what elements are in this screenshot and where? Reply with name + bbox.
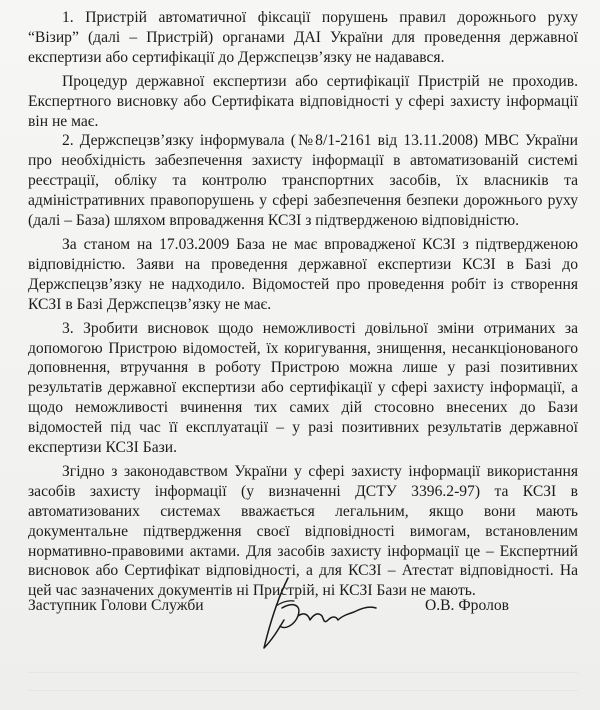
paragraph-6: Згідно з законодавством України у сфері захисту інформації використання засобів захисту інформації (у визначенні ДСТУ 3396.2-97) та КСЗІ в автоматизованих системах вважається легальним, якщо вони мають документальне підтвердження своєї відповідності вимогам, встановленим нормативно-правовими актами. Для засобів захисту інформації це – Експертний висновок або Сертифікат відповідності, а для КСЗІ – Атестат відповідності. На цей час зазначених документів ні Пристрій, ні КСЗІ Бази не мають. <box>28 462 578 600</box>
scan-noise-line <box>28 690 578 691</box>
paragraph-1: 1. Пристрій автоматичної фіксації порушень правил дорожнього руху “Візир” (далі – Пристрій) органами ДАІ України для проведення державної експертизи або сертифікації до Держспецзв’язку не надавався. <box>28 9 578 66</box>
handwritten-signature <box>258 568 378 658</box>
signatory-name: О.В. Фролов <box>425 597 510 614</box>
paragraph-3: 2. Держспецзв’язку інформувала (№8/1-2161 від 13.11.2008) МВС України про необхідність забезпечення захисту інформації в автоматизованій системі реєстрації, обліку та контролю транспортних засобів, їх власників та адміністративних правопорушень у сфері забезпечення безпеки дорожнього руху (далі – База) шляхом впровадження КСЗІ з підтвердженою відповідністю. <box>28 132 578 230</box>
paragraph-5: 3. Зробити висновок щодо неможливості довільної зміни отриманих за допомогою Пристрою відомостей, їх коригування, знищення, несанкціонованого доповнення, втручання в роботу Пристрою можна лише у разі позитивних результатів державної експертизи або сертифікації у сфері захисту інформації, а щодо неможливості вчинення тих самих дій стосовно внесених до Бази відомостей під час її експлуатації – у разі позитивних результатів державної експертизи КСЗІ Бази. <box>28 319 578 457</box>
scan-noise-line <box>28 672 578 673</box>
signatory-title: Заступник Голови Служби <box>28 597 204 614</box>
paragraph-4: За станом на 17.03.2009 База не має впровадженої КСЗІ з підтвердженою відповідністю. Заяви на проведення державної експертизи КСЗІ в Базі до Держспецзв’язку не надходило. Відомостей про проведення робіт із створення КСЗІ в Базі Держспецзв’язку не має. <box>28 235 578 313</box>
paragraph-2: Процедур державної експертизи або сертифікації Пристрій не проходив. Експертного висновку або Сертифіката відповідності у сфері захисту інформації він не має. <box>28 72 578 130</box>
document-body <box>28 8 578 601</box>
